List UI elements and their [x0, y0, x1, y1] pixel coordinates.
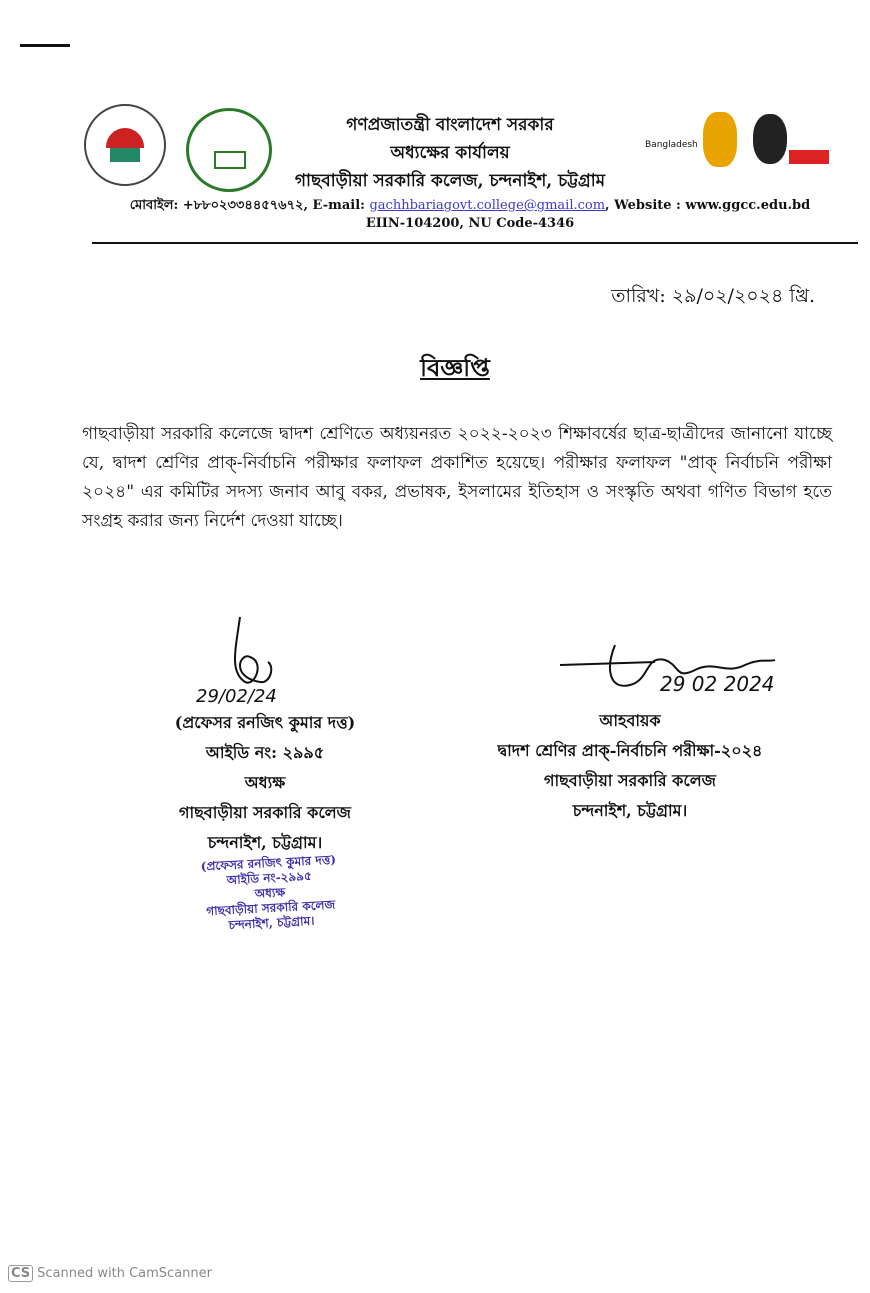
convener-college: গাছবাড়ীয়া সরকারি কলেজ — [543, 771, 716, 790]
principal-signature-block — [140, 708, 390, 858]
principal-role: অধ্যক্ষ — [244, 773, 286, 792]
convener-handwritten-date: 29 02 2024 — [660, 672, 775, 696]
eiin-codes: EIIN-104200, NU Code-4346 — [365, 216, 575, 231]
convener-signature-block — [460, 706, 800, 826]
stamp-name: (প্রফেসর রনজিৎ কুমার দত্ত) — [200, 852, 337, 874]
camscanner-icon: CS — [8, 1265, 33, 1282]
principal-name: (প্রফেসর রনজিৎ কুমার দত্ত) — [174, 713, 356, 732]
portrait-logo — [745, 112, 830, 170]
mobile-text: মোবাইল: +৮৮০২৩৩৪৪৫৭৬৭২, E-mail: — [129, 198, 370, 213]
principal-id: আইডি নং: ২৯৯৫ — [205, 743, 325, 762]
principal-place: চন্দনাইশ, চট্টগ্রাম। — [207, 833, 323, 852]
convener-committee: দ্বাদশ শ্রেণির প্রাক্-নির্বাচনি পরীক্ষা-২০২৪ — [497, 741, 763, 760]
stamp-place: চন্দনাইশ, চট্টগ্রাম। — [228, 913, 315, 933]
contact-line — [90, 196, 850, 217]
convener-role: আহবায়ক — [599, 711, 661, 730]
college-logo — [84, 104, 166, 186]
camscanner-text: Scanned with CamScanner — [37, 1266, 212, 1281]
bangladesh-50-logo — [645, 112, 737, 167]
scan-mark — [20, 44, 70, 47]
notice-body: গাছবাড়ীয়া সরকারি কলেজে দ্বাদশ শ্রেণিতে অধ্যয়নরত ২০২২-২০২৩ শিক্ষাবর্ষের ছাত্র-ছাত্রীদের জানানো যাচ্ছে যে, দ্বাদশ শ্রেণির প্রাক্-নির্বাচনি পরীক্ষার ফলাফল প্রকাশিত হয়েছে। পরীক্ষার ফলাফল "প্রাক্ নির্বাচনি পরীক্ষা ২০২৪" এর কমিটির সদস্য জনাব আবু বকর, প্রভাষক, ইসলামের ইতিহাস ও সংস্কৃতি অথবা গণিত বিভাগ হতে সংগ্রহ করার জন্য নির্দেশ দেওয়া যাচ্ছে। — [82, 424, 832, 531]
website-text: , Website : www.ggcc.edu.bd — [605, 198, 811, 213]
notice-date: তারিখ: ২৯/০২/২০২৪ খ্রি. — [611, 285, 815, 307]
stamp-college: গাছবাড়ীয়া সরকারি কলেজ — [205, 897, 336, 919]
stamp-role: অধ্যক্ষ — [254, 885, 286, 901]
principal-handwritten-date: 29/02/24 — [196, 686, 277, 707]
bangladesh-logo-text: Bangladesh — [645, 140, 698, 150]
principal-college: গাছবাড়ীয়া সরকারি কলেজ — [178, 803, 351, 822]
notice-title: বিজ্ঞপ্তি — [420, 353, 490, 382]
stamp-id: আইডি নং-২৯৯৫ — [226, 868, 313, 888]
email-link[interactable]: gachhbariagovt.college@gmail.com — [369, 198, 606, 213]
convener-place: চন্দনাইশ, চট্টগ্রাম। — [572, 801, 688, 820]
header-office: অধ্যক্ষের কার্যালয় — [390, 143, 510, 163]
principal-stamp — [168, 851, 372, 936]
header-divider — [92, 242, 858, 244]
camscanner-watermark — [8, 1265, 212, 1282]
header-college: গাছবাড়ীয়া সরকারি কলেজ, চন্দনাইশ, চট্টগ্রাম — [294, 171, 606, 191]
header-government: গণপ্রজাতন্ত্রী বাংলাদেশ সরকার — [346, 115, 554, 135]
golden-50-graphic — [703, 112, 737, 167]
